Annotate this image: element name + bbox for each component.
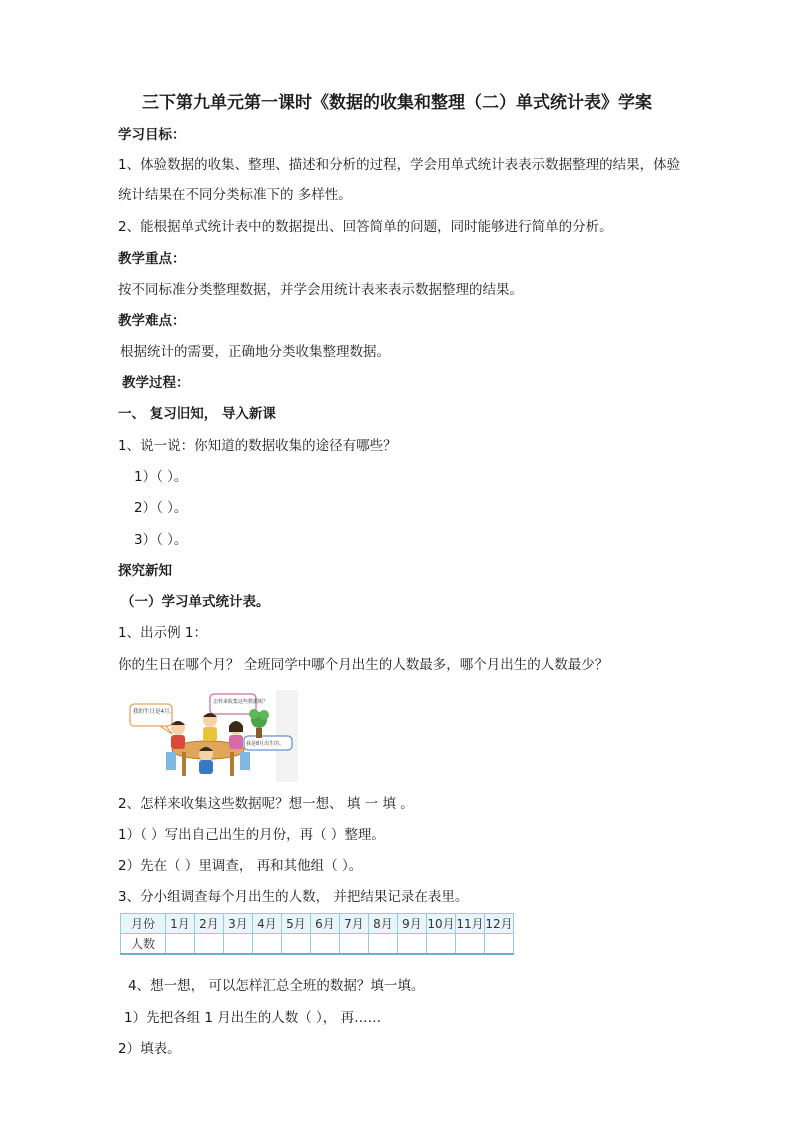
- table-cell-count: [311, 934, 340, 955]
- question-3: 3、分小组调查每个月出生的人数， 并把结果记录在表里。: [118, 889, 469, 905]
- goal-2: 2、能根据单式统计表中的数据提出、回答简单的问题，同时能够进行简单的分析。: [118, 219, 613, 235]
- question-2-2: 2）先在（ ）里调查， 再和其他组（ ）。: [118, 858, 363, 874]
- table-cell-month: 9月: [398, 914, 427, 934]
- difficulties-heading: 教学难点：: [118, 313, 186, 329]
- table-header-count: 人数: [121, 934, 166, 955]
- key-points-heading: 教学重点：: [118, 251, 186, 267]
- table-cell-month: 10月: [427, 914, 456, 934]
- table-cell-count: [456, 934, 485, 955]
- section-1-heading: 一、 复习旧知， 导入新课: [118, 406, 276, 422]
- table-row: [121, 914, 514, 934]
- question-4: 4、想一想， 可以怎样汇总全班的数据？填一填。: [128, 978, 425, 994]
- bubble-top-text: 怎样来收集这些数据呢？: [213, 699, 269, 705]
- bubble-left-text: 我的生日是4月。: [133, 709, 175, 715]
- table-cell-count: [195, 934, 224, 955]
- table-cell-count: [398, 934, 427, 955]
- table-cell-month: 12月: [485, 914, 514, 934]
- table-cell-count: [166, 934, 195, 955]
- section-2-heading: 探究新知: [118, 563, 172, 579]
- table-cell-count: [253, 934, 282, 955]
- blank-3: 3）（ ）。: [134, 532, 188, 548]
- bubble-right-text: 我是8月出生的。: [246, 741, 285, 747]
- table-cell-month: 11月: [456, 914, 485, 934]
- goals-heading: 学习目标：: [118, 127, 186, 143]
- table-cell-month: 1月: [166, 914, 195, 934]
- goal-1-line-2: 统计结果在不同分类标准下的 多样性。: [118, 187, 352, 203]
- process-heading: 教学过程：: [122, 375, 190, 391]
- page-title: 三下第九单元第一课时《数据的收集和整理（二）单式统计表》学案: [142, 93, 652, 113]
- blank-1: 1）（ ）。: [134, 469, 188, 485]
- goal-1-line-1: 1、体验数据的收集、整理、描述和分析的过程，学会用单式统计表表示数据整理的结果，体验: [118, 157, 681, 173]
- table-row: [121, 934, 514, 955]
- question-2-1: 1）（ ）写出自己出生的月份，再（ ）整理。: [118, 827, 385, 843]
- example-question: 你的生日在哪个月？ 全班同学中哪个月出生的人数最多，哪个月出生的人数最少？: [118, 657, 609, 673]
- table-cell-count: [282, 934, 311, 955]
- table-cell-count: [427, 934, 456, 955]
- question-4-2: 2）填表。: [118, 1041, 181, 1057]
- table-cell-month: 7月: [340, 914, 369, 934]
- question-4-1: 1）先把各组 1 月出生的人数（ ）， 再……: [124, 1010, 382, 1026]
- table-header-month: 月份: [121, 914, 166, 934]
- table-cell-count: [224, 934, 253, 955]
- table-cell-month: 6月: [311, 914, 340, 934]
- question-2: 2、怎样来收集这些数据呢？想一想、 填 一 填 。: [118, 796, 414, 812]
- example-label: 1、出示例 1：: [118, 625, 207, 641]
- blank-2: 2）（ ）。: [134, 500, 188, 516]
- table-cell-count: [340, 934, 369, 955]
- classroom-illustration: [126, 690, 298, 782]
- table-cell-month: 3月: [224, 914, 253, 934]
- question-1: 1、说一说：你知道的数据收集的途径有哪些？: [118, 438, 397, 454]
- table-cell-month: 8月: [369, 914, 398, 934]
- table-cell-month: 2月: [195, 914, 224, 934]
- table-cell-month: 4月: [253, 914, 282, 934]
- table-cell-count: [369, 934, 398, 955]
- table-cell-count: [485, 934, 514, 955]
- sub-1-heading: （一）学习单式统计表。: [121, 594, 270, 610]
- key-points-text: 按不同标准分类整理数据，并学会用统计表来表示数据整理的结果。: [118, 282, 523, 298]
- birth-month-table: [120, 913, 514, 955]
- table-cell-month: 5月: [282, 914, 311, 934]
- difficulties-text: 根据统计的需要，正确地分类收集整理数据。: [120, 344, 390, 360]
